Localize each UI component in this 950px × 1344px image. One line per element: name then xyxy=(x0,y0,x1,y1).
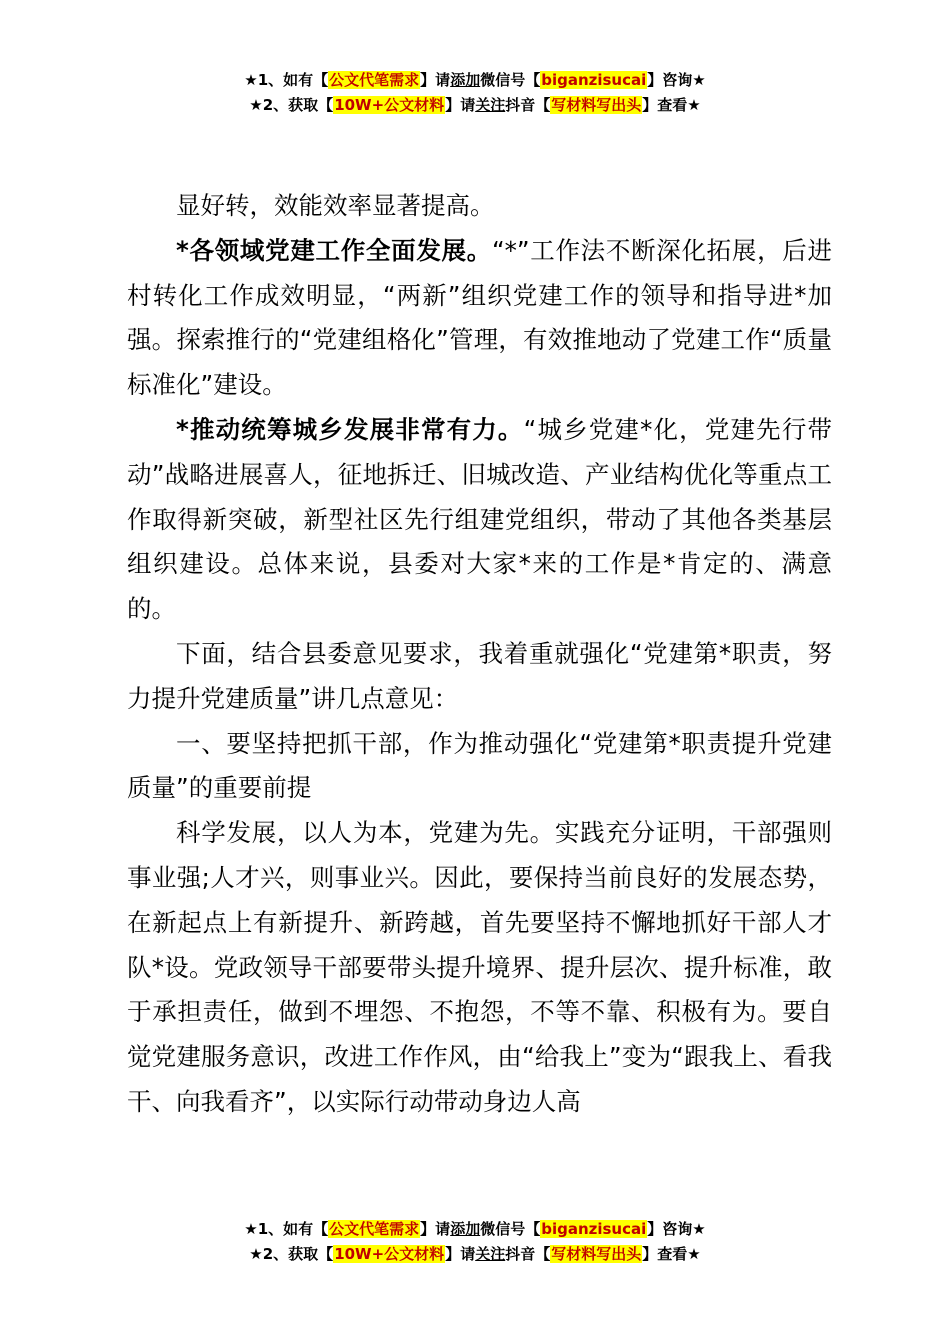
banner-underline: 添加 xyxy=(450,1220,481,1238)
banner-highlight: 写材料写出头 xyxy=(551,1245,642,1263)
banner-highlight: 10W+公文材料 xyxy=(334,96,445,114)
banner-line-2 xyxy=(0,1242,950,1267)
banner-text: 】请 xyxy=(445,1245,476,1263)
banner-text: 】查看★ xyxy=(642,1245,701,1263)
paragraph-4: 下面，结合县委意见要求，我着重就强化“党建第*职责，努力提升党建质量”讲几点意见： xyxy=(127,638,832,713)
banner-text: 微信号【 xyxy=(480,71,541,89)
banner-highlight: biganzisucai xyxy=(541,71,647,89)
banner-line-2 xyxy=(0,93,950,118)
banner-text: ★2、获取【 xyxy=(249,96,334,114)
banner-text: 】咨询★ xyxy=(647,71,706,89)
banner-text: 】咨询★ xyxy=(647,1220,706,1238)
banner-text: ★1、如有【 xyxy=(244,1220,329,1238)
banner-text: 微信号【 xyxy=(480,1220,541,1238)
paragraph-heading: *推动统筹城乡发展非常有力。 xyxy=(176,414,524,444)
banner-underline: 关注 xyxy=(475,96,506,114)
document-body xyxy=(127,184,832,1125)
banner-text: ★1、如有【 xyxy=(244,71,329,89)
banner-text: 】查看★ xyxy=(642,96,701,114)
footer-banner xyxy=(0,1217,950,1267)
banner-text: 抖音【 xyxy=(505,96,551,114)
paragraph-1: 显好转，效能效率显著提高。 xyxy=(176,191,495,220)
banner-text: 抖音【 xyxy=(505,1245,551,1263)
paragraph-2 xyxy=(127,229,832,408)
banner-highlight: 公文代笔需求 xyxy=(329,71,420,89)
banner-text: ★2、获取【 xyxy=(249,1245,334,1263)
banner-line-1 xyxy=(0,1217,950,1242)
banner-highlight: 写材料写出头 xyxy=(551,96,642,114)
banner-text: 】请 xyxy=(445,96,476,114)
banner-line-1 xyxy=(0,68,950,93)
banner-highlight: biganzisucai xyxy=(541,1220,647,1238)
banner-text: 】请 xyxy=(420,1220,451,1238)
header-banner xyxy=(0,68,950,118)
banner-highlight: 10W+公文材料 xyxy=(334,1245,445,1263)
banner-underline: 添加 xyxy=(450,71,481,89)
banner-underline: 关注 xyxy=(475,1245,506,1263)
banner-highlight: 公文代笔需求 xyxy=(329,1220,420,1238)
paragraph-text: “*”工作法不断深化拓展，后进村转化工作成效明显，“两新”组织党建工作的领导和指导进*加强。探索推行的“党建组格化”管理，有效推地动了党建工作“质量标准化”建设。 xyxy=(127,235,832,400)
paragraph-heading: *各领域党建工作全面发展。 xyxy=(176,235,492,265)
paragraph-6: 科学发展，以人为本，党建为先。实践充分证明，干部强则事业强;人才兴，则事业兴。因此，要保持当前良好的发展态势，在新起点上有新提升、新跨越，首先要坚持不懈地抓好干部人才队*设。党政领导干部要带头提升境界、提升层次、提升标准，敢于承担责任，做到不埋怨、不抱怨，不等不靠、积极有为。要自觉党建服务意识，改进工作作风，由“给我上”变为“跟我上、看我干、向我看齐”，以实际行动带动身边人高 xyxy=(127,818,832,1116)
section-heading-1: 一、要坚持把抓干部，作为推动强化“党建第*职责提升党建质量”的重要前提 xyxy=(127,728,832,803)
paragraph-3 xyxy=(127,408,832,632)
paragraph-text: “城乡党建*化，党建先行带动”战略进展喜人，征地拆迁、旧城改造、产业结构优化等重点工作取得新突破，新型社区先行组建党组织，带动了其他各类基层组织建设。总体来说，县委对大家*来的工作是*肯定的、满意的。 xyxy=(127,414,832,624)
banner-text: 】请 xyxy=(420,71,451,89)
